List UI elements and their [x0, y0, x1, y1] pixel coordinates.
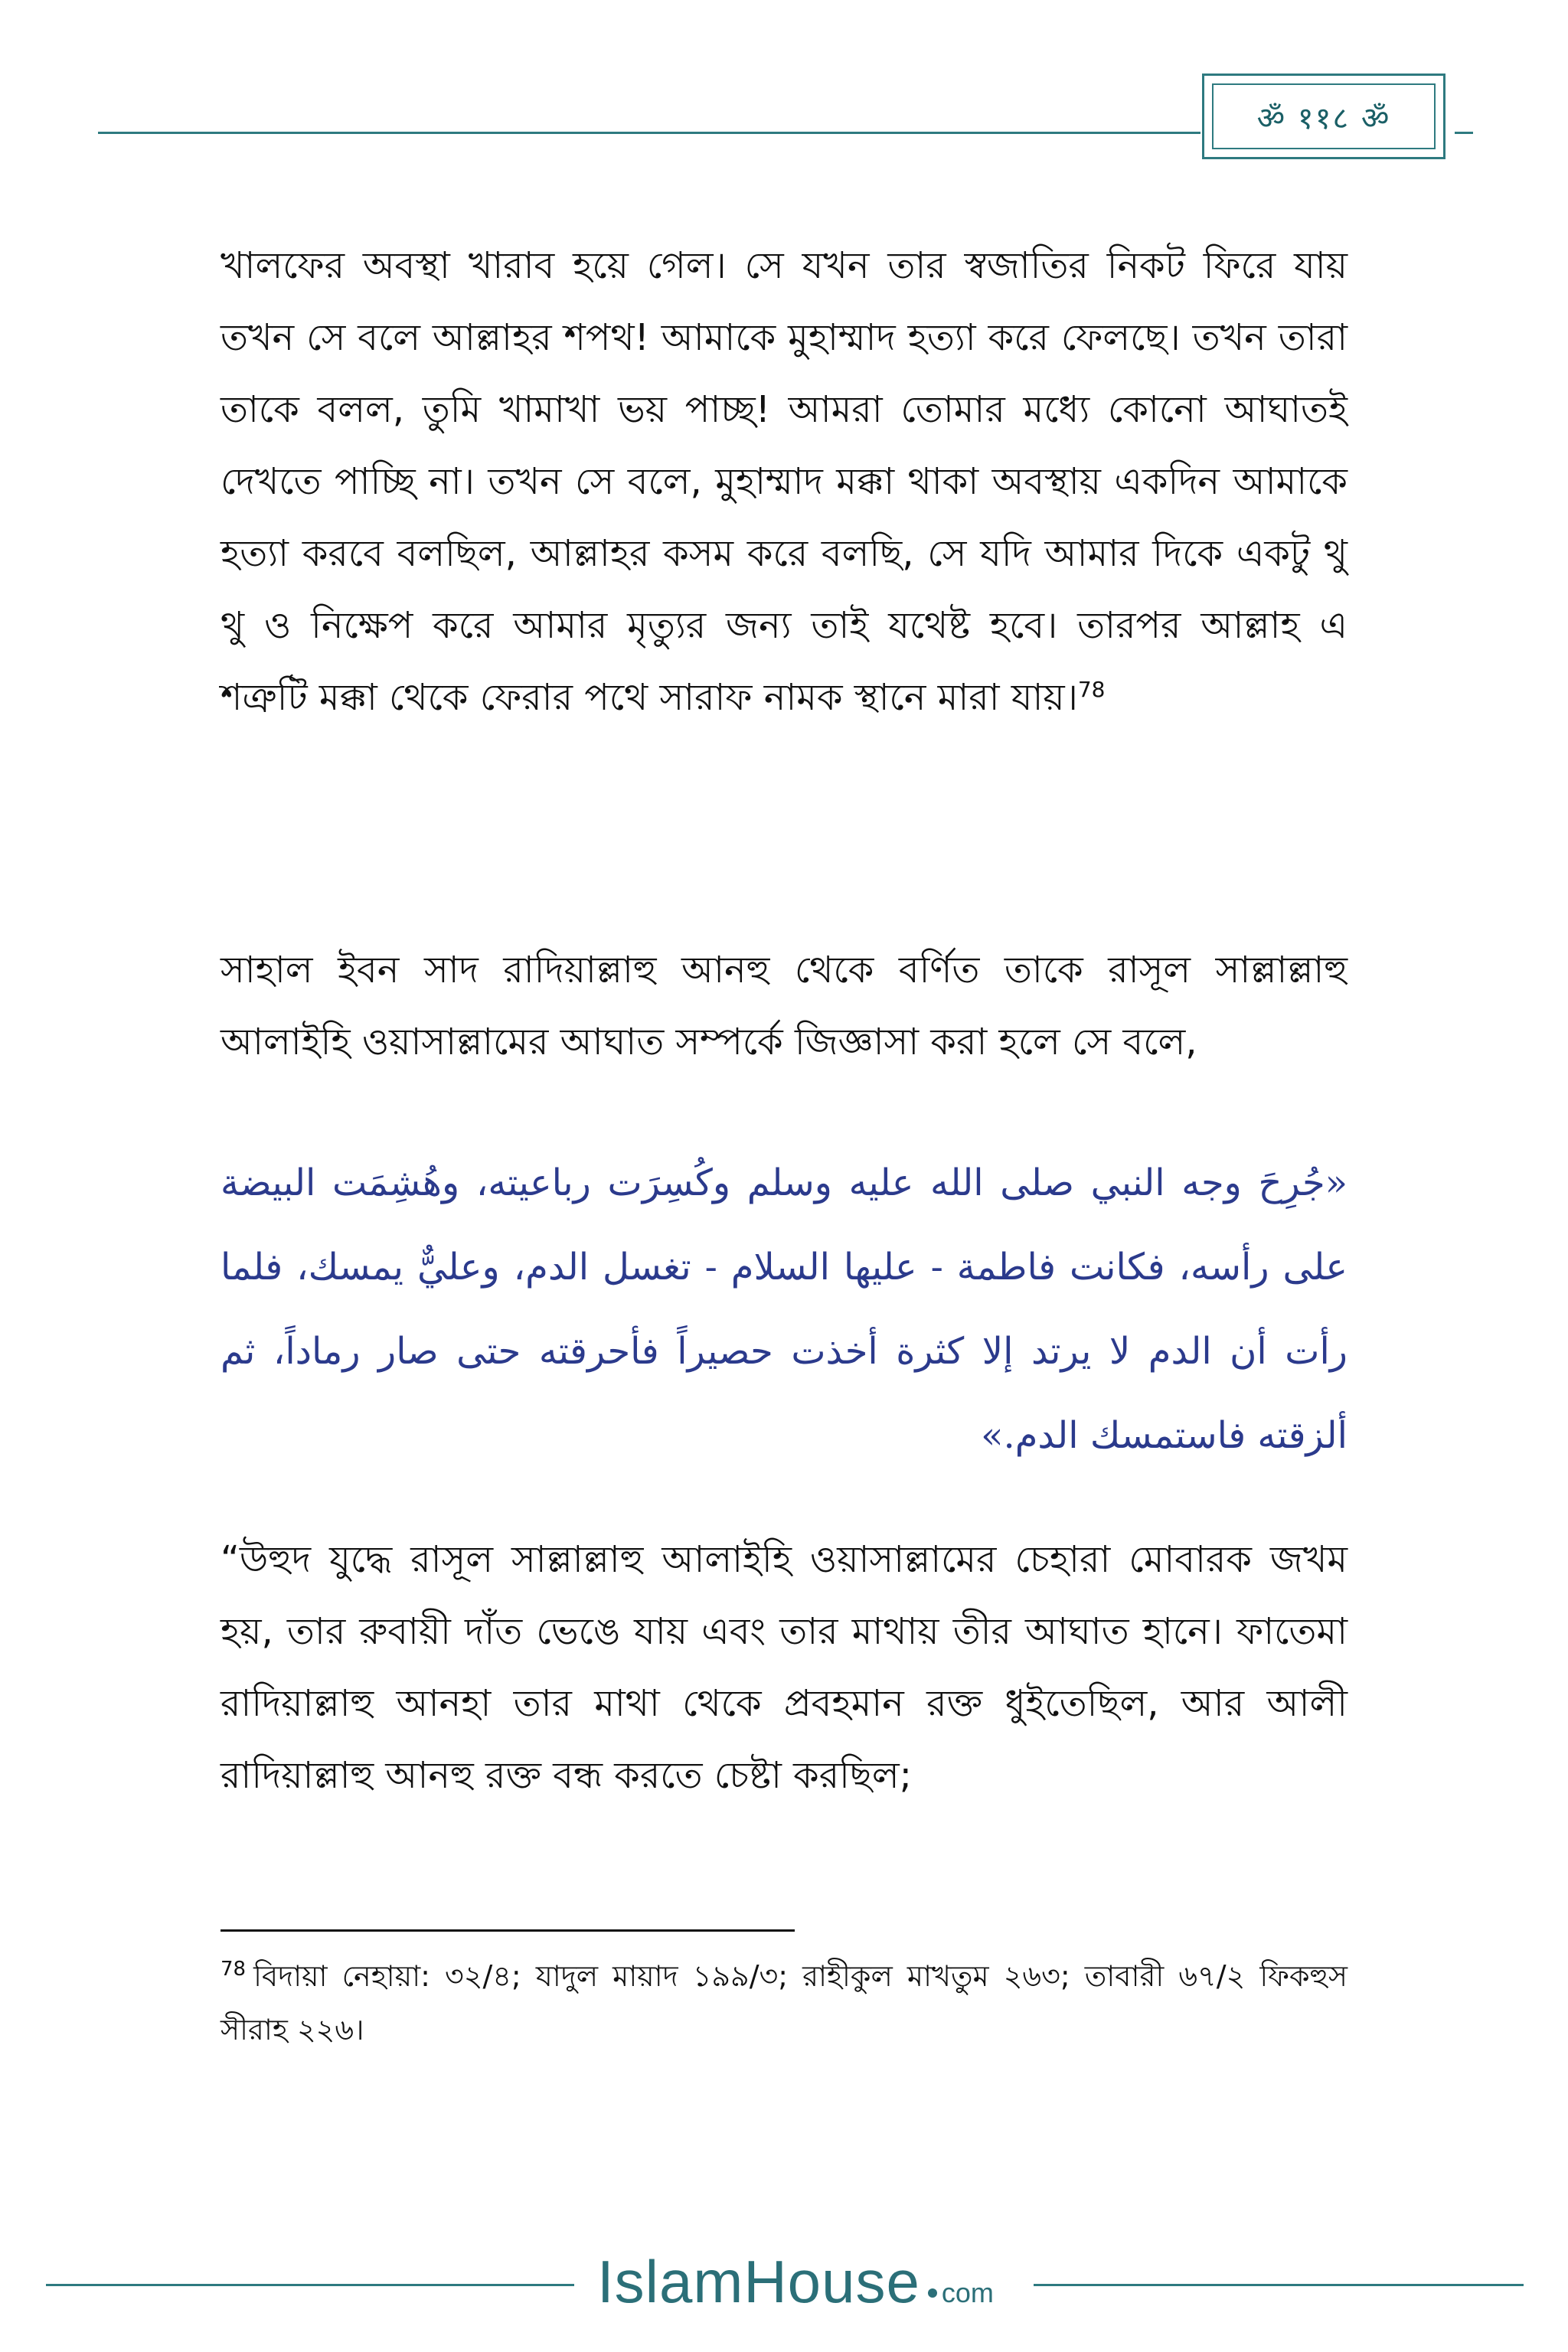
page-number: ॐ ११८ ॐ: [1212, 83, 1436, 149]
brand-name: IslamHouse: [597, 2248, 920, 2315]
arabic-quote: «جُرِحَ وجه النبي صلى الله عليه وسلم وكُسِرَت رباعيته، وهُشِمَت البيضة على رأسه، فكانت فاطمة - عليها السلام - تغسل الدم، وعليٌّ يمسك، فلما رأت أن الدم لا يرتد إلا كثرة أخذت حصيراً فأحرقته حتى صار رماداً، ثم ألزقته فاستمسك الدم.»: [220, 1161, 1348, 1457]
paragraph-3: “উহুদ যুদ্ধে রাসূল সাল্লাল্লাহু আলাইহি ওয়াসাল্লামের চেহারা মোবারক জখম হয়, তার রুবায়ী দাঁত ভেঙে যায় এবং তার মাথায় তীর আঘাত হানে। ফাতেমা রাদিয়াল্লাহু আনহা তার মাথা থেকে প্রবহমান রক্ত ধুইতেছিল, আর আলী রাদিয়াল্লাহু আনহু রক্ত বন্ধ করতে চেষ্টা করছিল;: [220, 1538, 1348, 1797]
footnote-text: বিদায়া নেহায়া: ৩২/৪; যাদুল মায়াদ ১৯৯/৩; রাহীকুল মাখতুম ২৬৩; তাবারী ৬৭/২ ফিকহুস সীরাহ ২২৬।: [220, 1959, 1348, 2047]
header-rule: [98, 132, 1200, 134]
header-rule-end: [1455, 132, 1473, 134]
footnote: [220, 1949, 1348, 2056]
paragraph-1-text: খালফের অবস্থা খারাব হয়ে গেল। সে যখন তার স্বজাতির নিকট ফিরে যায় তখন সে বলে আল্লাহর শপথ! আমাকে মুহাম্মাদ হত্যা করে ফেলছে। তখন তারা তাকে বলল, তুমি খামাখা ভয় পাচ্ছ! আমরা তোমার মধ্যে কোনো আঘাতই দেখতে পাচ্ছি না। তখন সে বলে, মুহাম্মাদ মক্কা থাকা অবস্থায় একদিন আমাকে হত্যা করবে বলছিল, আল্লাহর কসম করে বলছি, সে যদি আমার দিকে একটু থু থু ও নিক্ষেপ করে আমার মৃত্যুর জন্য তাই যথেষ্ট হবে। তারপর আল্লাহ এ শত্রুটি মক্কা থেকে ফেরার পথে সারাফ নামক স্থানে মারা যায়।: [220, 244, 1348, 719]
footnote-number: 78: [220, 1958, 247, 1981]
page-number-box: [1202, 74, 1446, 159]
footer-rule-left: [46, 2284, 574, 2286]
islamhouse-logo: [597, 2247, 1026, 2324]
brand-dot-icon: [928, 2288, 937, 2298]
paragraph-2: সাহাল ইবন সাদ রাদিয়াল্লাহু আনহু থেকে বর্ণিত তাকে রাসূল সাল্লাল্লাহু আলাইহি ওয়াসাল্লামের আঘাত সম্পর্কে জিজ্ঞাসা করা হলে সে বলে,: [220, 949, 1348, 1063]
footnote-rule: [220, 1929, 795, 1932]
paragraph-1: [220, 230, 1348, 733]
brand-suffix: com: [941, 2277, 994, 2308]
footer-rule-right: [1034, 2284, 1524, 2286]
footnote-ref[interactable]: 78: [1077, 677, 1106, 702]
